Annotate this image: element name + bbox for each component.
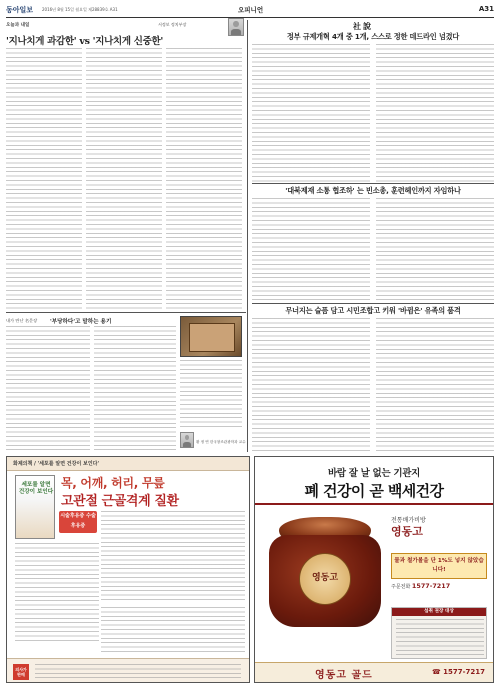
jar-label-text: 영동고 [311, 573, 339, 583]
page-header [6, 4, 494, 18]
column2-author: 황 정 연 한국창조관광학과 교수 [196, 440, 246, 444]
editorial-body-text [252, 44, 370, 182]
ad-brand-name: 영동고 [391, 525, 423, 538]
ad-body-text [15, 543, 99, 643]
ad-footer-text [35, 664, 241, 678]
ad-headline-2: 고관절 근골격계 질환 [61, 494, 179, 509]
editorial-headline-3: 무너지는 슬픔 담고 시민조합고 키워 '바뀜은' 유족의 품격 [285, 306, 461, 315]
editorial-body-text [376, 318, 494, 452]
ad-headline-1: 목, 어깨, 허리, 무릎 [61, 476, 165, 490]
column-body-text [6, 48, 82, 310]
section-title: 오피니언 [238, 6, 264, 14]
ad-footer-brand: 영동고 골드 [315, 670, 373, 681]
editorial-divider [252, 183, 494, 184]
editorial-body-text [376, 198, 494, 302]
ad-tag: 화제의책 / '세포를 알면 건강이 보인다' [13, 461, 100, 467]
advertisement-left [6, 456, 250, 683]
ad-footer [7, 658, 249, 682]
advertisement-right [254, 456, 494, 683]
ad-footer-logo: 의사가 판매 [13, 664, 29, 680]
ad-phone-label: 주문전화 [391, 584, 411, 590]
editorial-body-text [376, 44, 494, 182]
ad-brand [391, 517, 491, 538]
ad-badge: 시술후유증 수술후유증 [59, 511, 97, 533]
editorial-headline-1: 정부 규제개혁 4개 중 1개, 스스로 정한 데드라인 넘겼다 [286, 32, 460, 41]
section-divider [6, 312, 246, 313]
ad-recommend-list [391, 607, 487, 659]
ad-band [255, 503, 493, 505]
column2-author-photo [180, 432, 194, 448]
ad-book-cover [15, 475, 55, 539]
ad-pretitle: 바람 잘 날 없는 기관지 [328, 468, 420, 479]
ad-list-title: 섭취 권장 대상 [392, 608, 486, 616]
column2-body-text [180, 360, 242, 430]
editorial-headline-2: '대북제재 소통 협조하' 는 빈소총, 훈련헤인까지 자임하나 [285, 186, 461, 195]
column2-body-text [94, 326, 176, 450]
ad-brand-kicker: 전통배가비방 [391, 517, 426, 524]
column-author: 서정보 정치부장 [158, 22, 187, 27]
ad-order-phone [391, 583, 487, 605]
column2-label: 내가 만난 名문장 [6, 318, 38, 323]
column-body-text [86, 48, 162, 310]
ad-footer-phone: ☎ 1577-7217 [431, 668, 485, 676]
editorial-label: 社說 [353, 21, 373, 31]
editorial-body-text [252, 198, 370, 302]
ad-list-items [396, 619, 484, 657]
column-divider [247, 20, 248, 452]
column-headline: '지나치게 과감한' vs '지나치게 신중한' [6, 36, 164, 47]
ad-footer [255, 662, 493, 682]
editorial-divider [252, 303, 494, 304]
ad-phone-number: 1577-7217 [411, 582, 451, 590]
ad-body-text [101, 607, 245, 655]
column2-body-text [6, 326, 90, 450]
ad-body-text [101, 511, 245, 601]
ad-title: 폐 건강이 곧 백세건강 [304, 482, 444, 500]
page-number: A31 [478, 5, 494, 13]
ad-offer: 물과 철가볼을 단 1%도 넣지 않았습니다! [391, 553, 487, 579]
column-label: 오늘과 내일 [6, 23, 30, 28]
column-body-text [166, 48, 242, 310]
product-jar-image [269, 517, 381, 627]
ad-book-title: 세포를 알면 건강이 보인다 [18, 482, 54, 495]
book-image [180, 316, 242, 357]
column2-title: '부당하다'고 말하는 용기 [50, 319, 112, 325]
newspaper-logo: 동아일보 [6, 5, 34, 14]
editorial-body-text [252, 318, 370, 452]
ad-top-bar [7, 457, 249, 471]
issue-date: 2016년 8월 15일 월요일 제28839호 A31 [42, 7, 118, 12]
